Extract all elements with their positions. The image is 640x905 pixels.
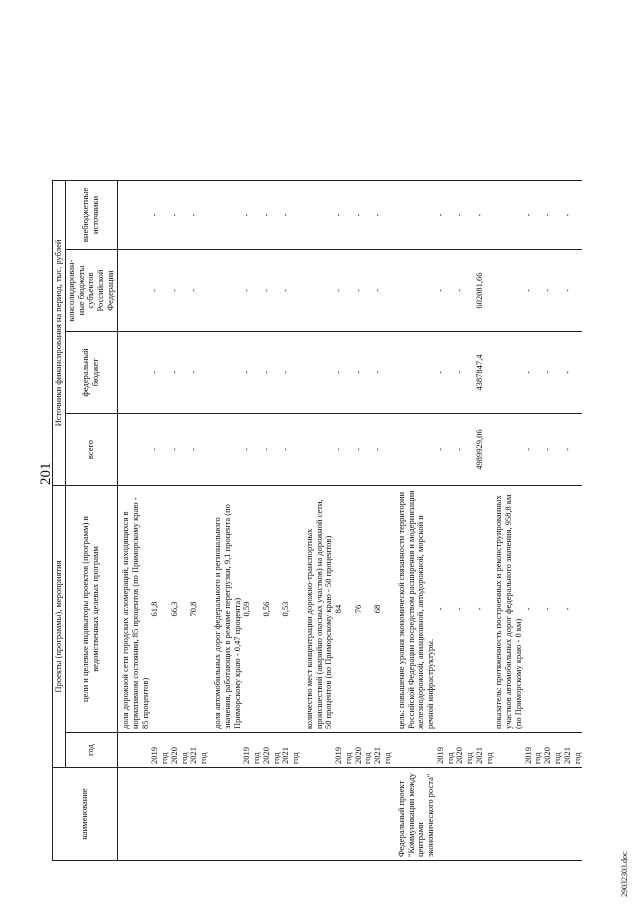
indicator-value: - (475, 486, 495, 733)
year-cell: 2021 год (281, 733, 301, 768)
federal-cell: - (334, 332, 354, 414)
total-cell: - (455, 414, 475, 486)
regional-cell: - (262, 250, 282, 332)
year-cell: 2020 год (262, 733, 282, 768)
year-cell: 2020 год (543, 733, 563, 768)
table-row (455, 181, 475, 861)
total-cell: - (354, 414, 374, 486)
indicator-value: 61,8 (150, 486, 170, 733)
indicator-value: 0,56 (262, 486, 282, 733)
table-row (281, 181, 301, 861)
table-row (170, 181, 190, 861)
project-goal: цель: повышение уровня экономической связанности территории Российской Федерации посредством расширения и модернизации железнодорожной, авиационной, автодорожной, морской и речной инфраструктуры. (397, 486, 436, 733)
project-indicator: показатель: протяженность построенных и реконструированных участков автомобильных дорог федерального значения, 958,8 км (по Приморскому краю - 0 км) (494, 486, 523, 733)
year-cell: 2019 год (524, 733, 544, 768)
total-cell: 4989929,06 (475, 414, 495, 486)
table-row (475, 181, 495, 861)
extra-cell: - (242, 181, 262, 250)
federal-cell: - (543, 332, 563, 414)
header-regional: консолидирован-ные бюджеты субъектов Российской Федерации (65, 250, 117, 332)
regional-cell: - (354, 250, 374, 332)
year-cell: 2021 год (373, 733, 393, 768)
extra-cell: - (455, 181, 475, 250)
table-row (242, 181, 262, 861)
federal-cell: - (242, 332, 262, 414)
header-projects-group: Проекты (программы), мероприятия (53, 486, 66, 768)
indicator-value: - (524, 486, 544, 733)
header-indicators: цели и целевые индикаторы проектов (программ) и ведомственных целевых программ (65, 486, 117, 733)
federal-cell: - (170, 332, 190, 414)
total-cell: - (150, 414, 170, 486)
table-row (524, 181, 544, 861)
extra-cell: - (334, 181, 354, 250)
extra-cell: - (189, 181, 209, 250)
indicator-value: - (455, 486, 475, 733)
regional-cell: - (334, 250, 354, 332)
total-cell: - (170, 414, 190, 486)
year-cell: 2021 год (475, 733, 495, 768)
indicator-text: количество мест концентрации дорожно-транспортных происшествий (аварийно опасных участков) на дорожной сети, 50 процентов (по Приморскому краю - 50 процентов) (305, 486, 334, 733)
indicator-value: 84 (334, 486, 354, 733)
regional-cell: 602081,66 (475, 250, 495, 332)
federal-cell: - (524, 332, 544, 414)
total-cell: - (189, 414, 209, 486)
indicator-value: 76 (354, 486, 374, 733)
project-name: Федеральный проект "Коммуникации между центрами экономического роста" (397, 768, 583, 861)
regional-cell: - (543, 250, 563, 332)
table-row (436, 181, 456, 861)
indicator-value: - (563, 486, 583, 733)
financing-table (52, 180, 582, 861)
year-cell: 2020 год (354, 733, 374, 768)
year-cell: 2021 год (563, 733, 583, 768)
indicator-value: 0,53 (281, 486, 301, 733)
federal-cell: - (189, 332, 209, 414)
year-cell: 2019 год (436, 733, 456, 768)
indicator-value: 0,59 (242, 486, 262, 733)
extra-cell: - (475, 181, 495, 250)
extra-cell: - (373, 181, 393, 250)
table-row (354, 181, 374, 861)
year-cell: 2020 год (170, 733, 190, 768)
total-cell: - (524, 414, 544, 486)
federal-cell: - (373, 332, 393, 414)
regional-cell: - (150, 250, 170, 332)
total-cell: - (543, 414, 563, 486)
header-financing-group: Источники финансирования на период, тыс. рублей (53, 181, 66, 486)
indicator-value: 66,3 (170, 486, 190, 733)
indicator-text: доля дорожной сети городских агломераций, находящихся в нормативном состоянии, 85 процентов (по Приморскому краю - 85 процентов) (121, 486, 150, 733)
table-row (150, 181, 170, 861)
total-cell: - (373, 414, 393, 486)
indicator-text: доля автомобильных дорог федерального и регионального значения, работающих в режиме перегрузки, 9,1 процента (по Приморскому краю - 0,47 процента) (213, 486, 242, 733)
total-cell: - (436, 414, 456, 486)
total-cell: - (242, 414, 262, 486)
federal-cell: - (281, 332, 301, 414)
federal-cell: 4387847,4 (475, 332, 495, 414)
table-row (543, 181, 563, 861)
table-row (373, 181, 393, 861)
federal-cell: - (150, 332, 170, 414)
federal-cell: - (262, 332, 282, 414)
page-number: 201 (38, 462, 54, 485)
total-cell: - (262, 414, 282, 486)
table-row (334, 181, 354, 861)
total-cell: - (334, 414, 354, 486)
indicator-value: - (543, 486, 563, 733)
indicator-value: 68 (373, 486, 393, 733)
indicator-value: 70,8 (189, 486, 209, 733)
extra-cell: - (563, 181, 583, 250)
federal-cell: - (354, 332, 374, 414)
regional-cell: - (170, 250, 190, 332)
regional-cell: - (373, 250, 393, 332)
table-row (262, 181, 282, 861)
header-federal: федеральный бюджет (65, 332, 117, 414)
indicator-value: - (436, 486, 456, 733)
extra-cell: - (281, 181, 301, 250)
federal-cell: - (563, 332, 583, 414)
year-cell: 2021 год (189, 733, 209, 768)
federal-cell: - (436, 332, 456, 414)
total-cell: - (563, 414, 583, 486)
extra-cell: - (354, 181, 374, 250)
table-row (563, 181, 583, 861)
header-name: наименование (53, 768, 118, 861)
federal-cell: - (455, 332, 475, 414)
regional-cell: - (563, 250, 583, 332)
total-cell: - (281, 414, 301, 486)
extra-cell: - (524, 181, 544, 250)
extra-cell: - (543, 181, 563, 250)
footer-file-code: 29032303.doc (620, 851, 629, 897)
extra-cell: - (170, 181, 190, 250)
year-cell: 2019 год (242, 733, 262, 768)
regional-cell: - (281, 250, 301, 332)
regional-cell: - (436, 250, 456, 332)
year-cell: 2019 год (334, 733, 354, 768)
table-row (189, 181, 209, 861)
year-cell: 2019 год (150, 733, 170, 768)
extra-cell: - (150, 181, 170, 250)
regional-cell: - (242, 250, 262, 332)
regional-cell: - (524, 250, 544, 332)
regional-cell: - (189, 250, 209, 332)
year-cell: 2020 год (455, 733, 475, 768)
header-total: всего (65, 414, 117, 486)
extra-cell: - (262, 181, 282, 250)
header-year: год (65, 733, 117, 768)
regional-cell: - (455, 250, 475, 332)
extra-cell: - (436, 181, 456, 250)
header-extrabudget: внебюджетные источники (65, 181, 117, 250)
